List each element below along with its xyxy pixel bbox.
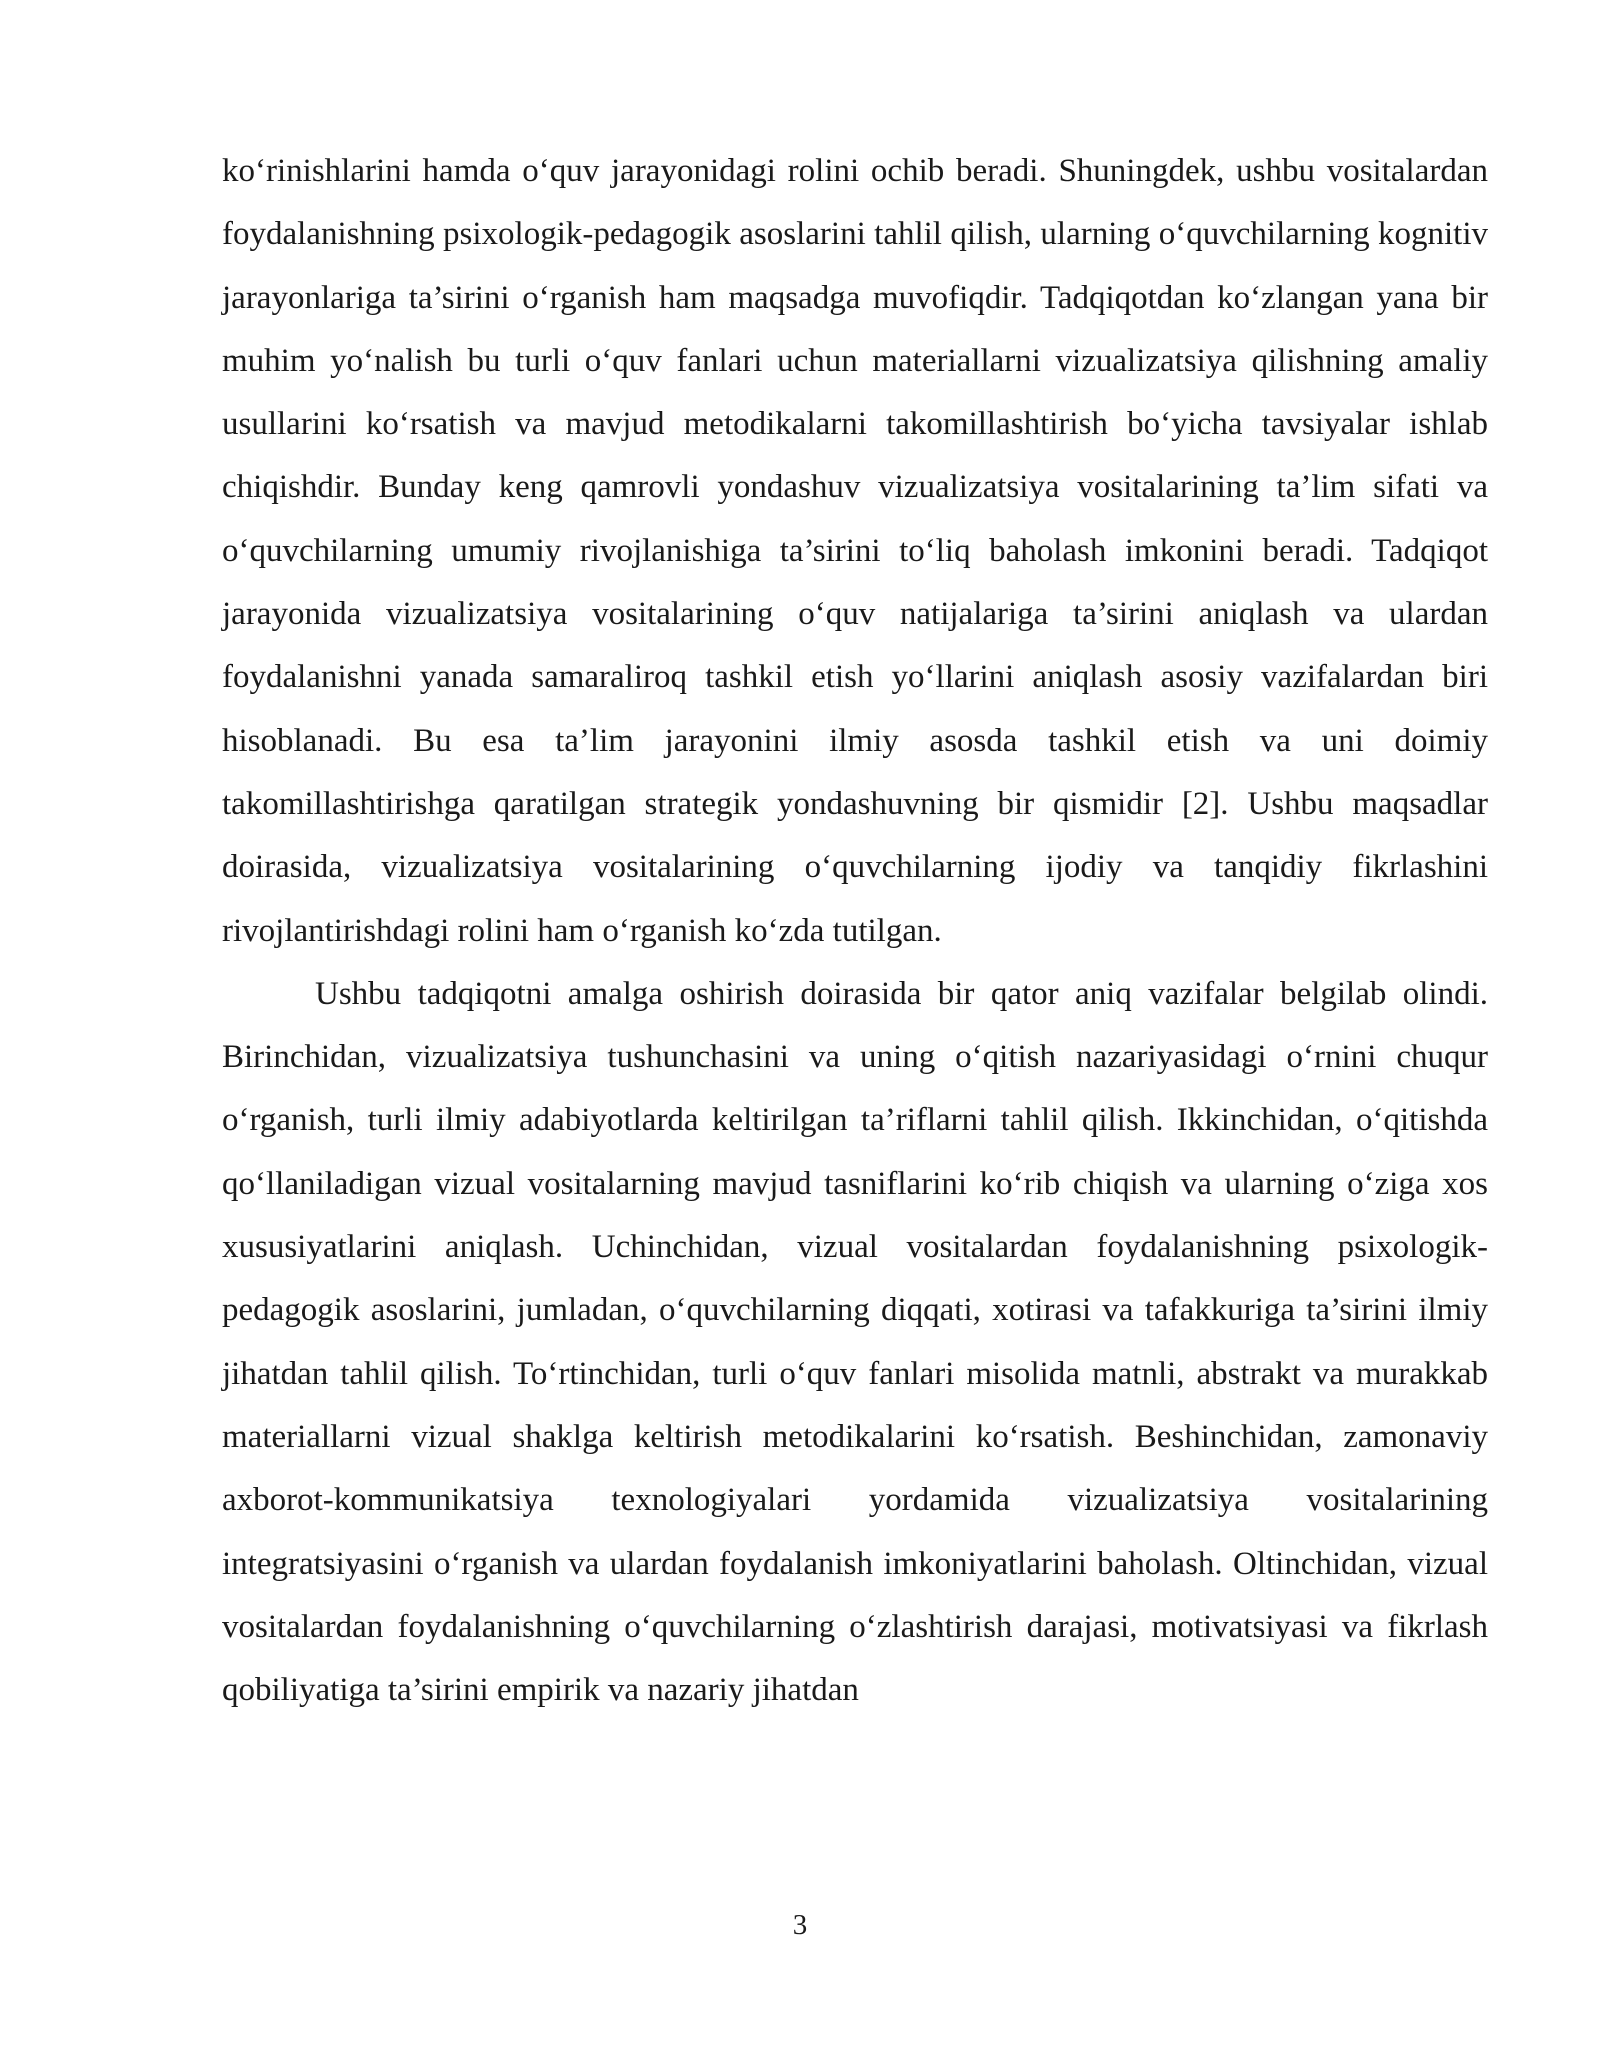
page-number: 3 bbox=[792, 1909, 808, 1941]
paragraph-continued: ko‘rinishlarini hamda o‘quv jarayonidagi rolini ochib beradi. Shuningdek, ushbu vositalardan foydalanishning psixologik-pedagogik asoslarini tahlil qilish, ularning o‘quvchilarning kognitiv jarayonlariga ta’sirini o‘rganish ham maqsadga muvofiqdir. Tadqiqotdan ko‘zlangan yana bir muhim yo‘nalish bu turli o‘quv fanlari uchun materiallarni vizualizatsiya qilishning amaliy usullarini ko‘rsatish va mavjud metodikalarni takomillashtirish bo‘yicha tavsiyalar ishlab chiqishdir. Bunday keng qamrovli yondashuv vizualizatsiya vositalarining ta’lim sifati va o‘quvchilarning umumiy rivojlanishiga ta’sirini to‘liq baholash imkonini beradi. Tadqiqot jarayonida vizualizatsiya vositalarining o‘quv natijalariga ta’sirini aniqlash va ulardan foydalanishni yanada samaraliroq tashkil etish yo‘llarini aniqlash asosiy vazifalardan biri hisoblanadi. Bu esa ta’lim jarayonini ilmiy asosda tashkil etish va uni doimiy takomillashtirishga qaratilgan strategik yondashuvning bir qismidir [2]. Ushbu maqsadlar doirasida, vizualizatsiya vositalarining o‘quvchilarning ijodiy va tanqidiy fikrlashini rivojlantirishdagi rolini ham o‘rganish ko‘zda tutilgan. bbox=[222, 153, 1488, 949]
body-text bbox=[222, 140, 1488, 1722]
paragraph-research-tasks: Ushbu tadqiqotni amalga oshirish doirasida bir qator aniq vazifalar belgilab olindi. Birinchidan, vizualizatsiya tushunchasini va uning o‘qitish nazariyasidagi o‘rnini chuqur o‘rganish, turli ilmiy adabiyotlarda keltirilgan ta’riflarni tahlil qilish. Ikkinchidan, o‘qitishda qo‘llaniladigan vizual vositalarning mavjud tasniflarini ko‘rib chiqish va ularning o‘ziga xos xususiyatlarini aniqlash. Uchinchidan, vizual vositalardan foydalanishning psixologik-pedagogik asoslarini, jumladan, o‘quvchilarning diqqati, xotirasi va tafakkuriga ta’sirini ilmiy jihatdan tahlil qilish. To‘rtinchidan, turli o‘quv fanlari misolida matnli, abstrakt va murakkab materiallarni vizual shaklga keltirish metodikalarini ko‘rsatish. Beshinchidan, zamonaviy axborot-kommunikatsiya texnologiyalari yordamida vizualizatsiya vositalarining integratsiyasini o‘rganish va ulardan foydalanish imkoniyatlarini baholash. Oltinchidan, vizual vositalardan foydalanishning o‘quvchilarning o‘zlashtirish darajasi, motivatsiyasi va fikrlash qobiliyatiga ta’sirini empirik va nazariy jihatdan bbox=[222, 975, 1488, 1709]
